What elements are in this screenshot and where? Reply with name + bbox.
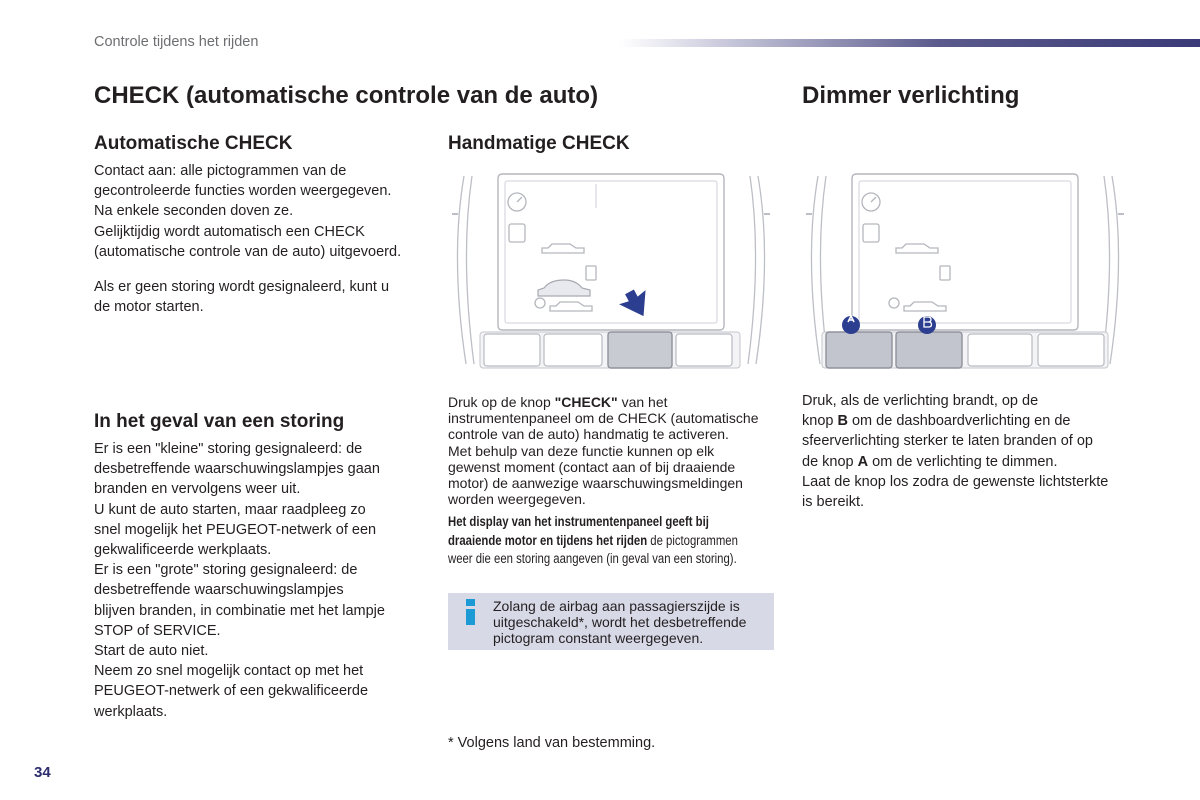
manual-check-text	[448, 394, 788, 507]
text-line: U kunt de auto starten, maar raadpleeg zo	[94, 501, 366, 518]
text-line: Start de auto niet.	[94, 643, 209, 660]
text-line: worden weergegeven.	[448, 491, 586, 508]
text-line: uitgeschakeld*, wordt het desbetreffende	[493, 614, 747, 631]
text-line: desbetreffende waarschuwingslampjes	[94, 582, 344, 599]
automatic-check-text	[94, 161, 434, 262]
display-info-text	[448, 513, 773, 569]
text-line: PEUGEOT-netwerk of een gekwalificeerde	[94, 683, 369, 700]
text-line: werkplaats.	[94, 703, 168, 720]
text-line: STOP of SERVICE.	[94, 622, 221, 639]
text-line: instrumentenpaneel om de CHECK (automatische	[448, 410, 759, 427]
text-line: de motor starten.	[94, 299, 204, 316]
text-line: gewenst moment (contact aan of bij draaiende	[448, 458, 736, 475]
page-number: 34	[34, 764, 51, 781]
text-line	[802, 411, 1162, 431]
text-line	[448, 513, 773, 532]
text-line: Als er geen storing wordt gesignaleerd, kunt u	[94, 279, 390, 295]
text-line: Na enkele seconden doven ze.	[94, 203, 294, 220]
dimmer-text	[802, 391, 1162, 512]
text-line	[448, 394, 788, 410]
button-a-label: A	[857, 453, 869, 470]
heading-failure: In het geval van een storing	[94, 411, 345, 432]
text-line: gekwalificeerde werkplaats.	[94, 542, 272, 559]
text-line: desbetreffende waarschuwingslampjes gaan	[94, 461, 380, 478]
text-span: knop	[802, 413, 838, 430]
failure-text	[94, 439, 434, 722]
text-line: Contact aan: alle pictogrammen van de	[94, 163, 347, 179]
text-line: is bereikt.	[802, 494, 865, 511]
text-line	[448, 532, 773, 551]
text-span: Druk op de knop	[448, 394, 555, 410]
button-b-label: B	[837, 413, 848, 430]
check-button-label: "CHECK"	[554, 394, 618, 410]
info-icon	[458, 597, 484, 627]
text-line: Neem zo snel mogelijk contact op met het	[94, 663, 364, 680]
instrument-panel-check-illustration	[446, 168, 776, 376]
text-line: (automatische controle van de auto) uitgevoerd.	[94, 243, 402, 260]
text-line: Druk, als de verlichting brandt, op de	[802, 393, 1039, 409]
section-title-check: CHECK (automatische controle van de auto)	[94, 82, 599, 109]
text-line: Er is een "grote" storing gesignaleerd: de	[94, 562, 358, 579]
section-title-dimmer: Dimmer verlichting	[802, 82, 1020, 109]
text-line: gecontroleerde functies worden weergegeven.	[94, 183, 392, 200]
instrument-panel-dimmer-illustration	[800, 168, 1130, 376]
text-line: snel mogelijk het PEUGEOT-netwerk of een	[94, 521, 377, 538]
text-line: Er is een "kleine" storing gesignaleerd: de	[94, 441, 363, 457]
header-rule	[620, 39, 1200, 47]
text-span: draaiende motor en tijdens het rijden	[448, 532, 648, 548]
text-line: weer die een storing aangeven (in geval van een storing).	[448, 551, 737, 566]
text-line: Zolang de airbag aan passagierszijde is	[493, 598, 740, 614]
heading-manual-check: Handmatige CHECK	[448, 133, 630, 154]
text-line: motor) de aanwezige waarschuwingsmeldingen	[448, 475, 743, 492]
text-line: sfeerverlichting sterker te laten branden of op	[802, 433, 1093, 450]
text-line: pictogram constant weergegeven.	[493, 630, 704, 647]
text-span: van het	[617, 394, 668, 410]
text-span: de knop	[802, 453, 858, 470]
footnote: * Volgens land van bestemming.	[448, 735, 656, 751]
text-line: blijven branden, in combinatie met het lampje	[94, 602, 385, 619]
text-span: om de verlichting te dimmen.	[868, 453, 1058, 470]
running-head: Controle tijdens het rijden	[94, 34, 259, 50]
automatic-check-text-2	[94, 277, 434, 317]
text-line: controle van de auto) handmatig te activeren.	[448, 426, 729, 443]
text-span: de pictogrammen	[647, 532, 738, 548]
text-line	[802, 452, 1162, 472]
text-line: Met behulp van deze functie kunnen op elk	[448, 442, 715, 459]
text-line: Gelijktijdig wordt automatisch een CHECK	[94, 223, 365, 240]
text-line: branden en vervolgens weer uit.	[94, 481, 301, 498]
text-span: om de dashboardverlichting en de	[847, 413, 1071, 430]
text-span: Het display van het instrumentenpaneel geeft bij	[448, 514, 709, 529]
airbag-note-text	[493, 598, 765, 647]
heading-automatic-check: Automatische CHECK	[94, 133, 293, 154]
text-line: Laat de knop los zodra de gewenste lichtsterkte	[802, 473, 1109, 490]
